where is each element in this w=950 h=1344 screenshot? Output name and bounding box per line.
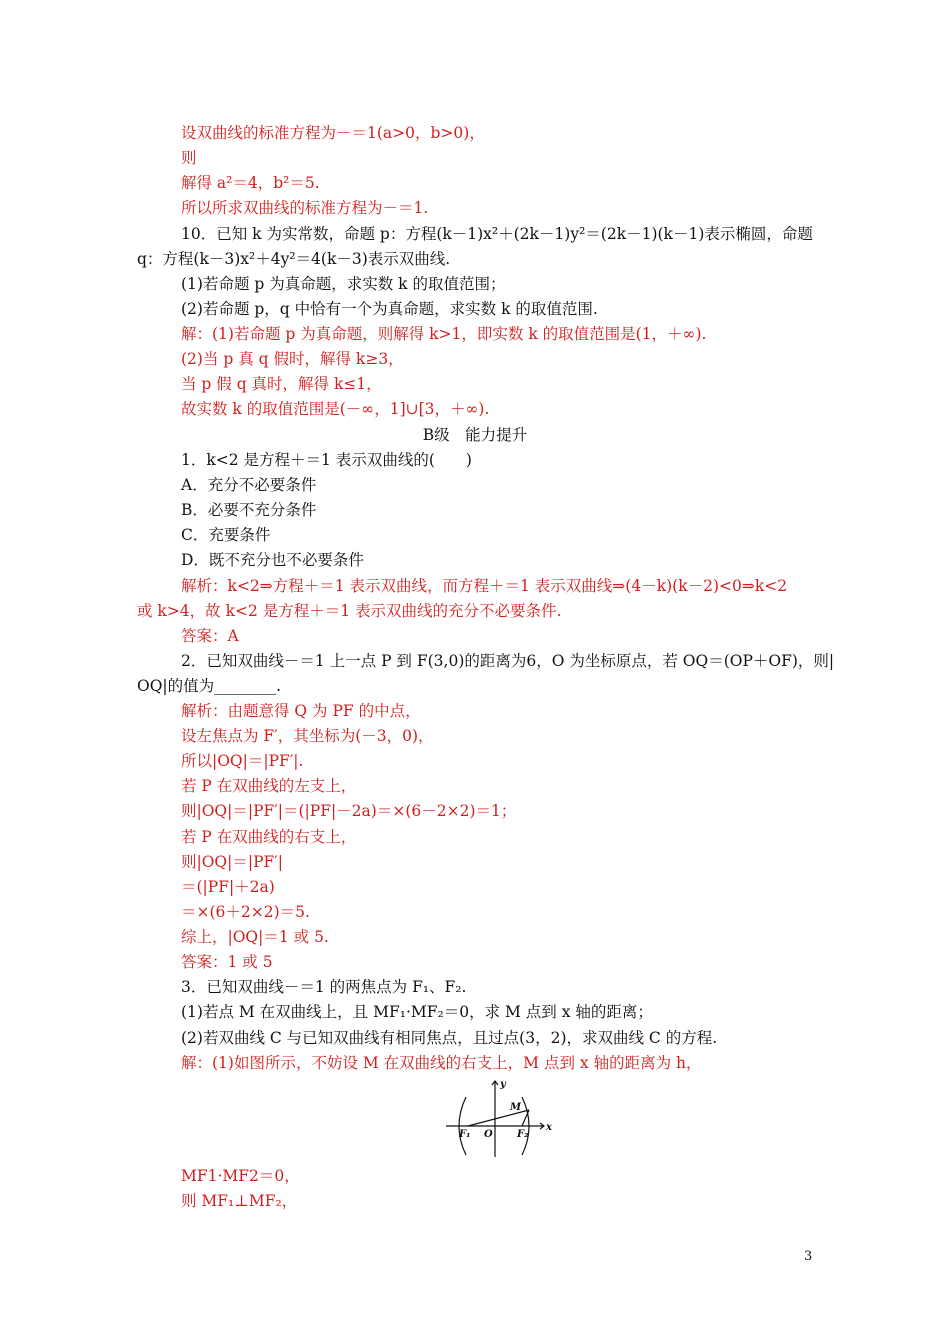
- option-b: B．必要不充分条件: [181, 501, 317, 519]
- option-d: D．既不充分也不必要条件: [181, 551, 364, 569]
- text-line: 则: [181, 149, 197, 167]
- solution-line: (2)当 p 真 q 假时，解得 k≥3，: [181, 350, 404, 368]
- analysis-line: 设左焦点为 F′，其坐标为(－3，0)，: [181, 727, 434, 745]
- answer-line: 答案：1 或 5: [181, 953, 273, 971]
- label-m: M: [510, 1102, 522, 1113]
- analysis-line: 若 P 在双曲线的右支上，: [181, 828, 357, 846]
- question-3-statement: 3．已知双曲线－＝1 的两焦点为 F₁、F₂.: [181, 978, 467, 996]
- analysis-line: 则|OQ|＝|PF′|: [181, 853, 284, 871]
- solution-line: 故实数 k 的取值范围是(－∞，1]∪[3，＋∞).: [181, 400, 490, 418]
- label-o: O: [484, 1129, 493, 1140]
- problem-10-part1: (1)若命题 p 为真命题，求实数 k 的取值范围；: [181, 275, 506, 293]
- problem-10-statement: 10．已知 k 为实常数，命题 p：方程(k－1)x²＋(2k－1)y²＝(2k－1)(k－1)表示椭圆，命题: [181, 225, 813, 243]
- text-line: 解得 a²＝4，b²＝5.: [181, 174, 320, 192]
- text-line: 设双曲线的标准方程为－＝1(a>0，b>0)，: [181, 124, 485, 142]
- section-heading: B级 能力提升: [422, 426, 528, 444]
- label-f1: F₁: [459, 1129, 471, 1140]
- solution-line: 则 MF₁⊥MF₂，: [181, 1192, 298, 1210]
- problem-10-statement-cont: q：方程(k－3)x²＋4y²＝4(k－3)表示双曲线.: [137, 250, 451, 268]
- question-1-statement: 1．k<2 是方程＋＝1 表示双曲线的( ): [181, 451, 472, 469]
- analysis-line: 解析：k<2⇒方程＋＝1 表示双曲线，而方程＋＝1 表示双曲线⇒(4－k)(k－2)<0⇒k<2: [181, 577, 788, 595]
- analysis-line: 若 P 在双曲线的左支上，: [181, 777, 357, 795]
- solution-line: 解：(1)如图所示，不妨设 M 在双曲线的右支上，M 点到 x 轴的距离为 h，: [181, 1054, 702, 1072]
- analysis-line: 综上，|OQ|＝1 或 5.: [181, 928, 329, 946]
- solution-line: 当 p 假 q 真时，解得 k≤1，: [181, 375, 382, 393]
- label-y: y: [500, 1079, 506, 1090]
- question-3-part2: (2)若双曲线 C 与已知双曲线有相同焦点，且过点(3，2)，求双曲线 C 的方程.: [181, 1029, 718, 1047]
- text-line: 所以所求双曲线的标准方程为－＝1.: [181, 199, 429, 217]
- answer-line: 答案：A: [181, 627, 239, 645]
- question-2-statement: 2．已知双曲线－＝1 上一点 P 到 F(3,0)的距离为6，O 为坐标原点，若 OQ＝(OP＋OF)，则|: [181, 652, 835, 670]
- analysis-line: 解析：由题意得 Q 为 PF 的中点，: [181, 702, 421, 720]
- analysis-line: 所以|OQ|＝|PF′|.: [181, 752, 304, 770]
- problem-10-part2: (2)若命题 p，q 中恰有一个为真命题，求实数 k 的取值范围.: [181, 300, 598, 318]
- option-a: A．充分不必要条件: [181, 476, 317, 494]
- analysis-line: ＝(|PF|＋2a): [181, 878, 275, 896]
- label-f2: F₂: [517, 1129, 529, 1140]
- label-x: x: [546, 1122, 552, 1133]
- option-c: C．充要条件: [181, 526, 271, 544]
- solution-line: MF1·MF2＝0，: [181, 1167, 300, 1185]
- solution-line: 解：(1)若命题 p 为真命题，则解得 k>1，即实数 k 的取值范围是(1，＋∞).: [181, 325, 707, 343]
- hyperbola-figure: [440, 1077, 560, 1159]
- analysis-line: 或 k>4，故 k<2 是方程＋＝1 表示双曲线的充分不必要条件.: [137, 602, 562, 620]
- question-3-part1: (1)若点 M 在双曲线上，且 MF₁·MF₂＝0，求 M 点到 x 轴的距离；: [181, 1003, 653, 1021]
- analysis-line: 则|OQ|＝|PF′|＝(|PF|－2a)＝×(6－2×2)＝1；: [181, 802, 517, 820]
- page-number: 3: [804, 1249, 813, 1264]
- question-2-statement-cont: OQ|的值为________.: [137, 677, 282, 695]
- analysis-line: ＝×(6＋2×2)＝5.: [181, 903, 310, 921]
